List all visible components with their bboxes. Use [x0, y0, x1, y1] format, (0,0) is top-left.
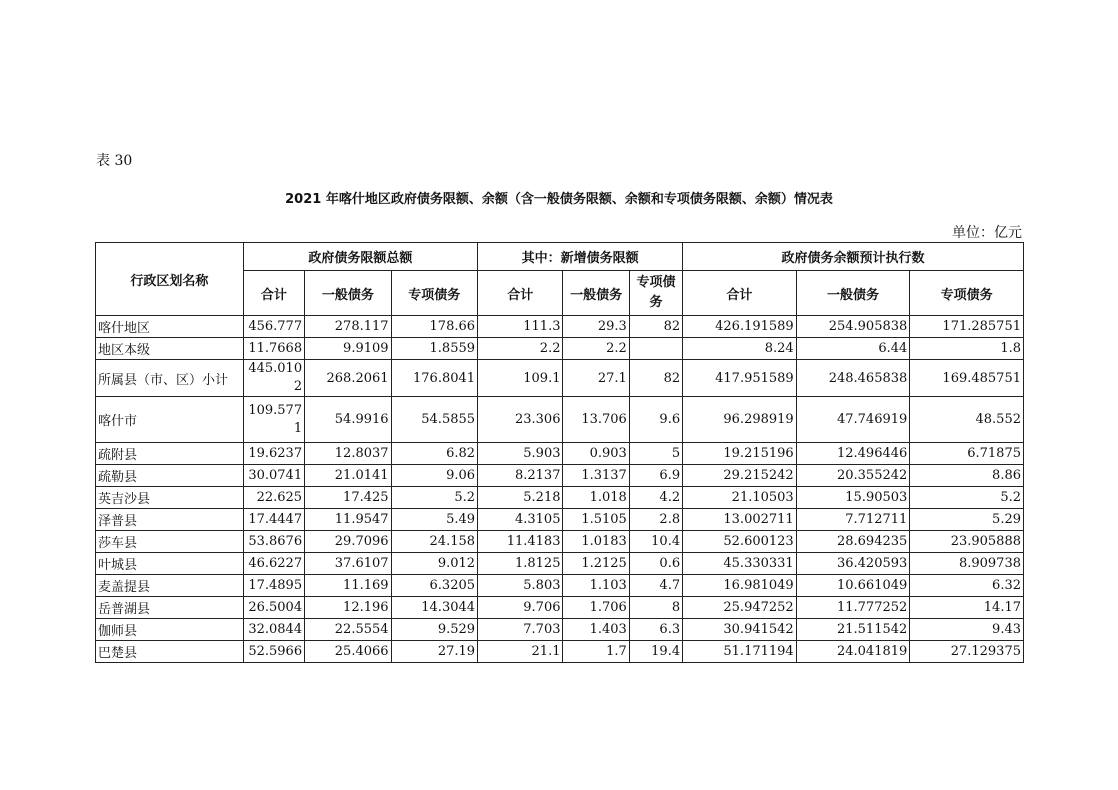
value-cell: 14.17	[910, 597, 1024, 619]
value-cell: 30.0741	[243, 465, 304, 487]
value-cell: 25.947252	[683, 597, 797, 619]
value-cell: 82	[629, 316, 682, 338]
value-cell: 7.712711	[796, 509, 910, 531]
value-cell: 54.9916	[305, 397, 391, 443]
value-cell: 4.7	[629, 575, 682, 597]
value-cell: 45.330331	[683, 553, 797, 575]
region-name-cell: 麦盖提县	[96, 575, 244, 597]
value-cell: 16.981049	[683, 575, 797, 597]
value-cell: 176.8041	[391, 360, 477, 397]
value-cell: 27.19	[391, 641, 477, 663]
value-cell: 254.905838	[796, 316, 910, 338]
table-row	[96, 641, 1024, 663]
header-total: 合计	[683, 271, 797, 316]
value-cell: 15.90503	[796, 487, 910, 509]
value-cell: 278.117	[305, 316, 391, 338]
value-cell: 178.66	[391, 316, 477, 338]
table-number: 表 30	[96, 153, 133, 169]
value-cell: 51.171194	[683, 641, 797, 663]
value-cell: 32.0844	[243, 619, 304, 641]
value-cell: 52.600123	[683, 531, 797, 553]
value-cell: 12.196	[305, 597, 391, 619]
table-row	[96, 619, 1024, 641]
value-cell: 9.06	[391, 465, 477, 487]
header-total: 合计	[243, 271, 304, 316]
value-cell: 6.32	[910, 575, 1024, 597]
value-cell: 10.4	[629, 531, 682, 553]
value-cell: 268.2061	[305, 360, 391, 397]
value-cell: 6.9	[629, 465, 682, 487]
value-cell: 82	[629, 360, 682, 397]
header-general: 一般债务	[796, 271, 910, 316]
value-cell: 6.82	[391, 443, 477, 465]
value-cell: 1.0183	[563, 531, 629, 553]
value-cell: 47.746919	[796, 397, 910, 443]
value-cell: 4.2	[629, 487, 682, 509]
value-cell: 37.6107	[305, 553, 391, 575]
value-cell: 8.24	[683, 338, 797, 360]
value-cell: 14.3044	[391, 597, 477, 619]
value-cell: 5.903	[478, 443, 563, 465]
table-row	[96, 397, 1024, 443]
value-cell: 30.941542	[683, 619, 797, 641]
value-cell: 24.158	[391, 531, 477, 553]
table-row	[96, 443, 1024, 465]
value-cell: 21.0141	[305, 465, 391, 487]
value-cell: 8.2137	[478, 465, 563, 487]
value-cell	[629, 338, 682, 360]
value-cell: 9.43	[910, 619, 1024, 641]
region-name-cell: 伽师县	[96, 619, 244, 641]
value-cell: 5.49	[391, 509, 477, 531]
value-cell: 12.496446	[796, 443, 910, 465]
value-cell: 23.306	[478, 397, 563, 443]
value-cell: 9.6	[629, 397, 682, 443]
table-row	[96, 465, 1024, 487]
value-cell: 11.7668	[243, 338, 304, 360]
debt-table	[95, 242, 1024, 663]
value-cell: 248.465838	[796, 360, 910, 397]
value-cell: 1.8125	[478, 553, 563, 575]
value-cell: 6.3	[629, 619, 682, 641]
header-special: 专项债务	[910, 271, 1024, 316]
value-cell: 21.1	[478, 641, 563, 663]
value-cell: 28.694235	[796, 531, 910, 553]
value-cell: 13.002711	[683, 509, 797, 531]
value-cell: 6.3205	[391, 575, 477, 597]
value-cell: 20.355242	[796, 465, 910, 487]
value-cell: 417.951589	[683, 360, 797, 397]
value-cell: 9.012	[391, 553, 477, 575]
table-row	[96, 553, 1024, 575]
region-name-cell: 叶城县	[96, 553, 244, 575]
value-cell: 1.103	[563, 575, 629, 597]
value-cell: 1.7	[563, 641, 629, 663]
header-special: 专项债务	[391, 271, 477, 316]
value-cell: 21.511542	[796, 619, 910, 641]
value-cell: 26.5004	[243, 597, 304, 619]
region-name-cell: 莎车县	[96, 531, 244, 553]
value-cell: 1.8	[910, 338, 1024, 360]
value-cell: 9.706	[478, 597, 563, 619]
region-name-cell: 地区本级	[96, 338, 244, 360]
value-cell: 9.9109	[305, 338, 391, 360]
value-cell: 21.10503	[683, 487, 797, 509]
value-cell: 169.485751	[910, 360, 1024, 397]
table-row	[96, 509, 1024, 531]
table-row	[96, 575, 1024, 597]
value-cell: 29.7096	[305, 531, 391, 553]
value-cell: 1.5105	[563, 509, 629, 531]
value-cell: 8.86	[910, 465, 1024, 487]
header-new-debt-limit: 其中：新增债务限额	[478, 243, 683, 271]
value-cell: 1.706	[563, 597, 629, 619]
value-cell: 46.6227	[243, 553, 304, 575]
value-cell: 109.1	[478, 360, 563, 397]
value-cell: 5.218	[478, 487, 563, 509]
value-cell: 11.9547	[305, 509, 391, 531]
value-cell: 8.909738	[910, 553, 1024, 575]
value-cell: 29.3	[563, 316, 629, 338]
value-cell: 7.703	[478, 619, 563, 641]
table-row	[96, 316, 1024, 338]
region-name-cell: 喀什市	[96, 397, 244, 443]
region-name-cell: 喀什地区	[96, 316, 244, 338]
table-row	[96, 338, 1024, 360]
value-cell: 17.4447	[243, 509, 304, 531]
value-cell: 11.777252	[796, 597, 910, 619]
value-cell: 426.191589	[683, 316, 797, 338]
value-cell: 17.4895	[243, 575, 304, 597]
value-cell: 11.4183	[478, 531, 563, 553]
value-cell: 19.6237	[243, 443, 304, 465]
value-cell: 96.298919	[683, 397, 797, 443]
value-cell: 23.905888	[910, 531, 1024, 553]
value-cell: 6.71875	[910, 443, 1024, 465]
value-cell: 1.3137	[563, 465, 629, 487]
value-cell: 24.041819	[796, 641, 910, 663]
value-cell: 48.552	[910, 397, 1024, 443]
table-row	[96, 487, 1024, 509]
value-cell: 109.5771	[243, 397, 304, 443]
value-cell: 22.625	[243, 487, 304, 509]
value-cell: 25.4066	[305, 641, 391, 663]
value-cell: 17.425	[305, 487, 391, 509]
value-cell: 111.3	[478, 316, 563, 338]
value-cell: 13.706	[563, 397, 629, 443]
value-cell: 445.0102	[243, 360, 304, 397]
value-cell: 1.8559	[391, 338, 477, 360]
region-name-cell: 所属县（市、区）小计	[96, 360, 244, 397]
value-cell: 0.6	[629, 553, 682, 575]
value-cell: 5.2	[391, 487, 477, 509]
value-cell: 19.4	[629, 641, 682, 663]
header-total: 合计	[478, 271, 563, 316]
header-debt-balance: 政府债务余额预计执行数	[683, 243, 1024, 271]
value-cell: 2.2	[478, 338, 563, 360]
value-cell: 456.777	[243, 316, 304, 338]
value-cell: 0.903	[563, 443, 629, 465]
value-cell: 1.2125	[563, 553, 629, 575]
header-region: 行政区划名称	[96, 243, 244, 316]
header-special: 专项债务	[629, 271, 682, 316]
value-cell: 5	[629, 443, 682, 465]
value-cell: 8	[629, 597, 682, 619]
value-cell: 5.2	[910, 487, 1024, 509]
value-cell: 11.169	[305, 575, 391, 597]
value-cell: 4.3105	[478, 509, 563, 531]
value-cell: 6.44	[796, 338, 910, 360]
table-row	[96, 531, 1024, 553]
page-title: 2021 年喀什地区政府债务限额、余额（含一般债务限额、余额和专项债务限额、余额）情况表	[285, 192, 833, 207]
header-debt-limit-total: 政府债务限额总额	[243, 243, 477, 271]
region-name-cell: 岳普湖县	[96, 597, 244, 619]
value-cell: 1.018	[563, 487, 629, 509]
value-cell: 27.129375	[910, 641, 1024, 663]
header-general: 一般债务	[305, 271, 391, 316]
region-name-cell: 泽普县	[96, 509, 244, 531]
table-row	[96, 360, 1024, 397]
value-cell: 2.8	[629, 509, 682, 531]
value-cell: 54.5855	[391, 397, 477, 443]
value-cell: 22.5554	[305, 619, 391, 641]
value-cell: 53.8676	[243, 531, 304, 553]
value-cell: 5.29	[910, 509, 1024, 531]
value-cell: 27.1	[563, 360, 629, 397]
region-name-cell: 英吉沙县	[96, 487, 244, 509]
value-cell: 2.2	[563, 338, 629, 360]
value-cell: 1.403	[563, 619, 629, 641]
region-name-cell: 疏附县	[96, 443, 244, 465]
value-cell: 12.8037	[305, 443, 391, 465]
region-name-cell: 巴楚县	[96, 641, 244, 663]
value-cell: 171.285751	[910, 316, 1024, 338]
value-cell: 19.215196	[683, 443, 797, 465]
value-cell: 10.661049	[796, 575, 910, 597]
value-cell: 9.529	[391, 619, 477, 641]
region-name-cell: 疏勒县	[96, 465, 244, 487]
unit-label: 单位：亿元	[952, 225, 1022, 241]
value-cell: 5.803	[478, 575, 563, 597]
value-cell: 52.5966	[243, 641, 304, 663]
header-general: 一般债务	[563, 271, 629, 316]
value-cell: 29.215242	[683, 465, 797, 487]
table-row	[96, 597, 1024, 619]
value-cell: 36.420593	[796, 553, 910, 575]
